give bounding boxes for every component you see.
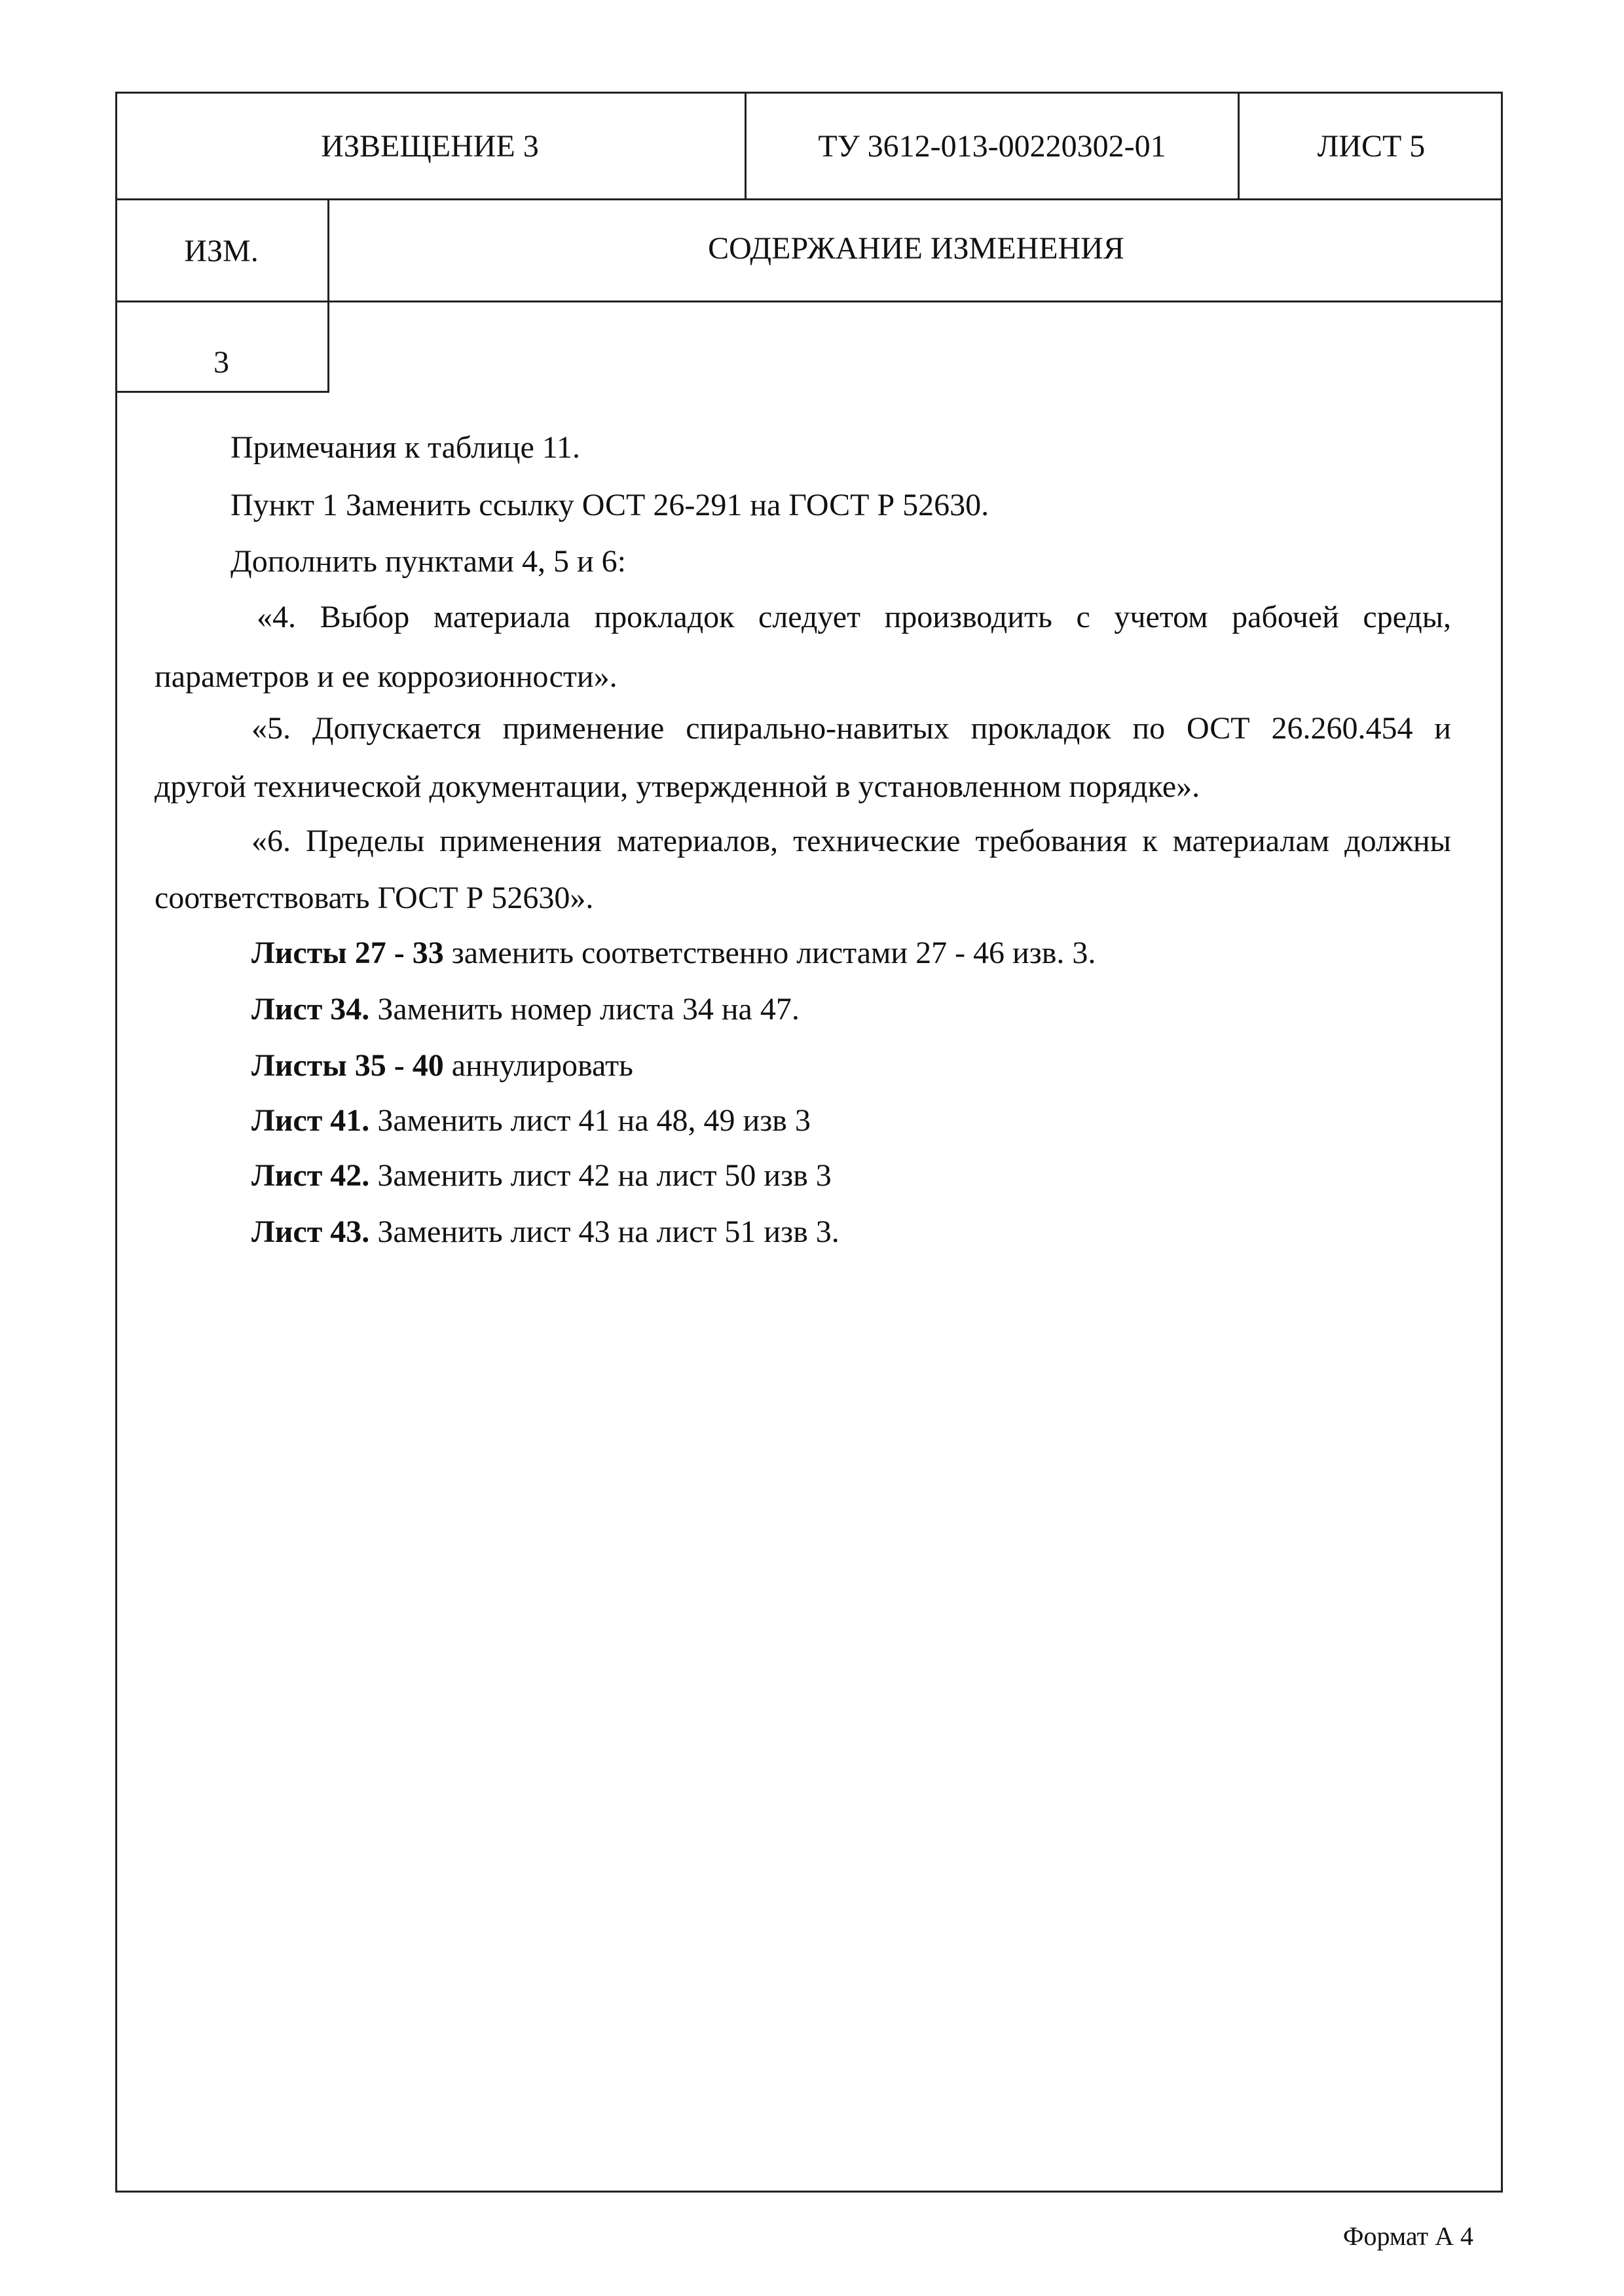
content-label: СОДЕРЖАНИЕ ИЗМЕНЕНИЯ <box>708 231 1124 266</box>
sheet-41-text: Заменить лист 41 на 48, 49 изв 3 <box>369 1103 811 1138</box>
sheet-41-instruction <box>251 1105 811 1137</box>
sheet-43-text: Заменить лист 43 на лист 51 изв 3. <box>369 1214 840 1249</box>
sheets-27-33-instruction <box>251 938 1096 969</box>
item5-line2: другой технической документации, утвержденной в установленном порядке». <box>155 769 1200 804</box>
supplement-text: Дополнить пунктами 4, 5 и 6: <box>231 544 627 579</box>
sheets-35-40-label: Листы 35 - 40 <box>251 1048 444 1083</box>
sheet-34-label: Лист 34. <box>251 992 370 1027</box>
sheets-35-40-text: аннулировать <box>443 1048 633 1083</box>
item6-line2: соответствовать ГОСТ Р 52630». <box>155 881 594 915</box>
sheet-43-instruction <box>251 1216 840 1248</box>
notice-title: ИЗВЕЩЕНИЕ 3 <box>321 129 539 164</box>
spec-number: ТУ 3612-013-00220302-01 <box>818 129 1166 164</box>
item6-line1: «6. Пределы применения материалов, технические требования к материалам должны <box>251 824 1451 858</box>
page-format-label: Формат А 4 <box>1342 2221 1473 2251</box>
label-row-bottom-line <box>115 301 1503 302</box>
page-frame <box>115 92 1503 2193</box>
column-divider <box>327 198 329 393</box>
sheets-35-40-instruction <box>251 1050 633 1082</box>
sheet-42-label: Лист 42. <box>251 1158 370 1193</box>
change-number-bottom-line <box>115 391 329 393</box>
sheet-41-label: Лист 41. <box>251 1103 370 1138</box>
item4-line2: параметров и ее коррозионности». <box>155 659 618 694</box>
item1-text: Пункт 1 Заменить ссылку ОСТ 26-291 на ГОСТ Р 52630. <box>231 488 989 522</box>
change-number: 3 <box>213 345 229 380</box>
item5-line1: «5. Допускается применение спирально-навитых прокладок по ОСТ 26.260.454 и <box>251 711 1451 746</box>
sheets-27-33-text: заменить соответственно листами 27 - 46 изв. 3. <box>443 936 1096 970</box>
sheet-43-label: Лист 43. <box>251 1214 370 1249</box>
item4-line1: «4. Выбор материала прокладок следует производить с учетом рабочей среды, <box>257 600 1451 634</box>
notes-heading: Примечания к таблице 11. <box>231 430 580 465</box>
sheet-34-text: Заменить номер листа 34 на 47. <box>369 992 800 1027</box>
header-bottom-line <box>115 198 1503 200</box>
sheets-27-33-label: Листы 27 - 33 <box>251 936 444 970</box>
sheet-34-instruction <box>251 994 800 1025</box>
change-label: ИЗМ. <box>184 234 259 268</box>
sheet-42-text: Заменить лист 42 на лист 50 изв 3 <box>369 1158 832 1193</box>
sheet-42-instruction <box>251 1160 832 1192</box>
sheet-number: ЛИСТ 5 <box>1317 129 1426 164</box>
